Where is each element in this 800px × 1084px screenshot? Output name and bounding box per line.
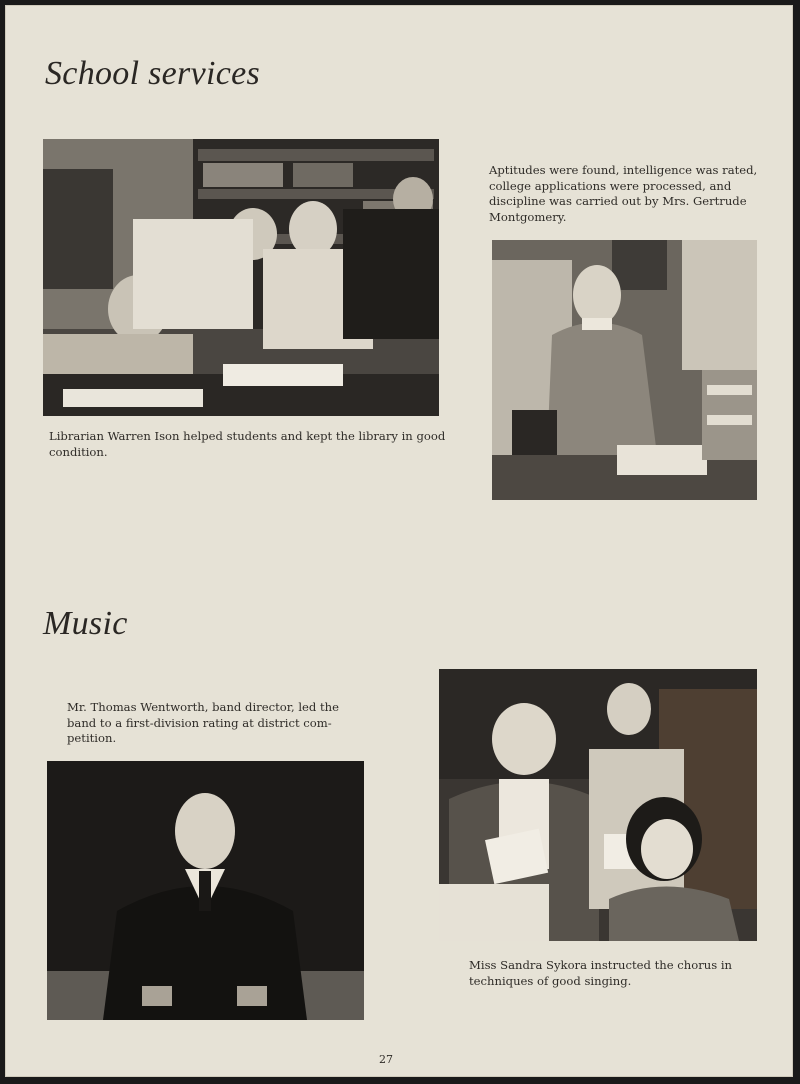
band-director-photo bbox=[47, 761, 364, 1020]
page-number: 27 bbox=[379, 1053, 393, 1066]
counselor-caption: Aptitudes were found, intelligence was rated, college applications were processed, and discipline was carried out by Mrs. Gertrude Montgomery. bbox=[489, 163, 758, 224]
counselor-photo bbox=[492, 240, 757, 500]
yearbook-page bbox=[5, 5, 793, 1077]
chorus-caption: Miss Sandra Sykora instructed the chorus in techniques of good singing. bbox=[469, 958, 733, 988]
music-heading: Music bbox=[43, 605, 128, 642]
school-services-heading: School services bbox=[45, 55, 261, 92]
band-caption: Mr. Thomas Wentworth, band director, led the band to a first-division rating at district competition. bbox=[67, 700, 340, 745]
library-photo bbox=[43, 139, 439, 416]
library-caption: Librarian Warren Ison helped students and kept the library in good condition. bbox=[49, 429, 446, 459]
chorus-photo bbox=[439, 669, 757, 941]
